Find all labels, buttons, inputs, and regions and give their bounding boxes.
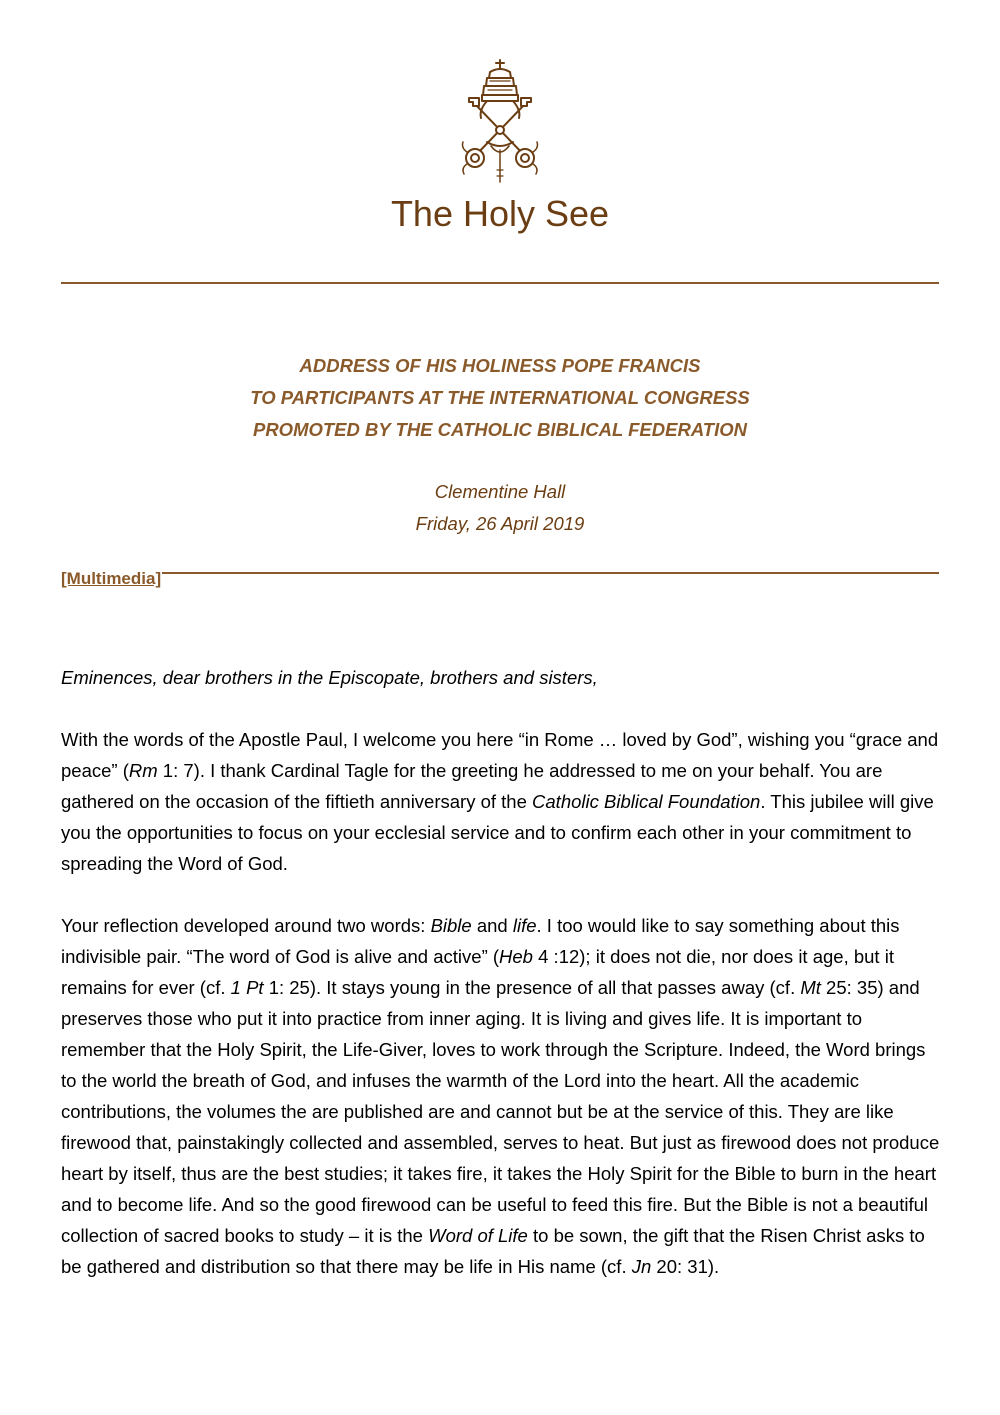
paragraph-1: With the words of the Apostle Paul, I welcome you here “in Rome … loved by God”, wishing you “grace and peace” (Rm 1: 7). I thank Cardinal Tagle for the greeting he addressed to me on your behalf. You are gathered on the occasion of the fiftieth anniversary of the Catholic Biblical Foundation. This jubilee will give you the opportunities to focus on your ecclesial service and to confirm each other in your commitment to spreading the Word of God. <box>61 729 939 874</box>
document-title-line-2: TO PARTICIPANTS AT THE INTERNATIONAL CONGRESS <box>250 387 750 408</box>
papal-coat-of-arms-icon <box>445 58 555 184</box>
address-body <box>61 662 941 1282</box>
document-title-line-1: ADDRESS OF HIS HOLINESS POPE FRANCIS <box>299 355 701 376</box>
venue-block <box>0 476 1000 540</box>
greeting: Eminences, dear brothers in the Episcopate, brothers and sisters, <box>61 667 598 688</box>
section-divider <box>61 572 939 574</box>
paragraph-2: Your reflection developed around two words: Bible and life. I too would like to say something about this indivisible pair. “The word of God is alive and active” (Heb 4 :12); it does not die, nor does it age, but it remains for ever (cf. 1 Pt 1: 25). It stays young in the presence of all that passes away (cf. Mt 25: 35) and preserves those who put it into practice from inner aging. It is living and gives life. It is important to remember that the Holy Spirit, the Life-Giver, loves to work through the Scripture. Indeed, the Word brings to the world the breath of God, and infuses the warmth of the Lord into the heart. All the academic contributions, the volumes the are published are and cannot but be at the service of this. They are like firewood that, painstakingly collected and assembled, serves to heat. But just as firewood does not produce heart by itself, thus are the best studies; it takes fire, it takes the Holy Spirit for the Bible to burn in the heart and to become life. And so the good firewood can be useful to feed this fire. But the Bible is not a beautiful collection of sacred books to study – it is the Word of Life to be sown, the gift that the Risen Christ asks to be gathered and distribution so that there may be life in His name (cf. Jn 20: 31). <box>61 915 940 1277</box>
venue-date: Friday, 26 April 2019 <box>415 513 585 534</box>
document-title <box>0 350 1000 446</box>
venue-place: Clementine Hall <box>434 481 566 502</box>
site-title: The Holy See <box>390 193 610 234</box>
multimedia-link[interactable]: [Multimedia] <box>61 569 162 588</box>
header-divider <box>61 282 939 284</box>
document-title-line-3: PROMOTED BY THE CATHOLIC BIBLICAL FEDERATION <box>252 419 748 440</box>
